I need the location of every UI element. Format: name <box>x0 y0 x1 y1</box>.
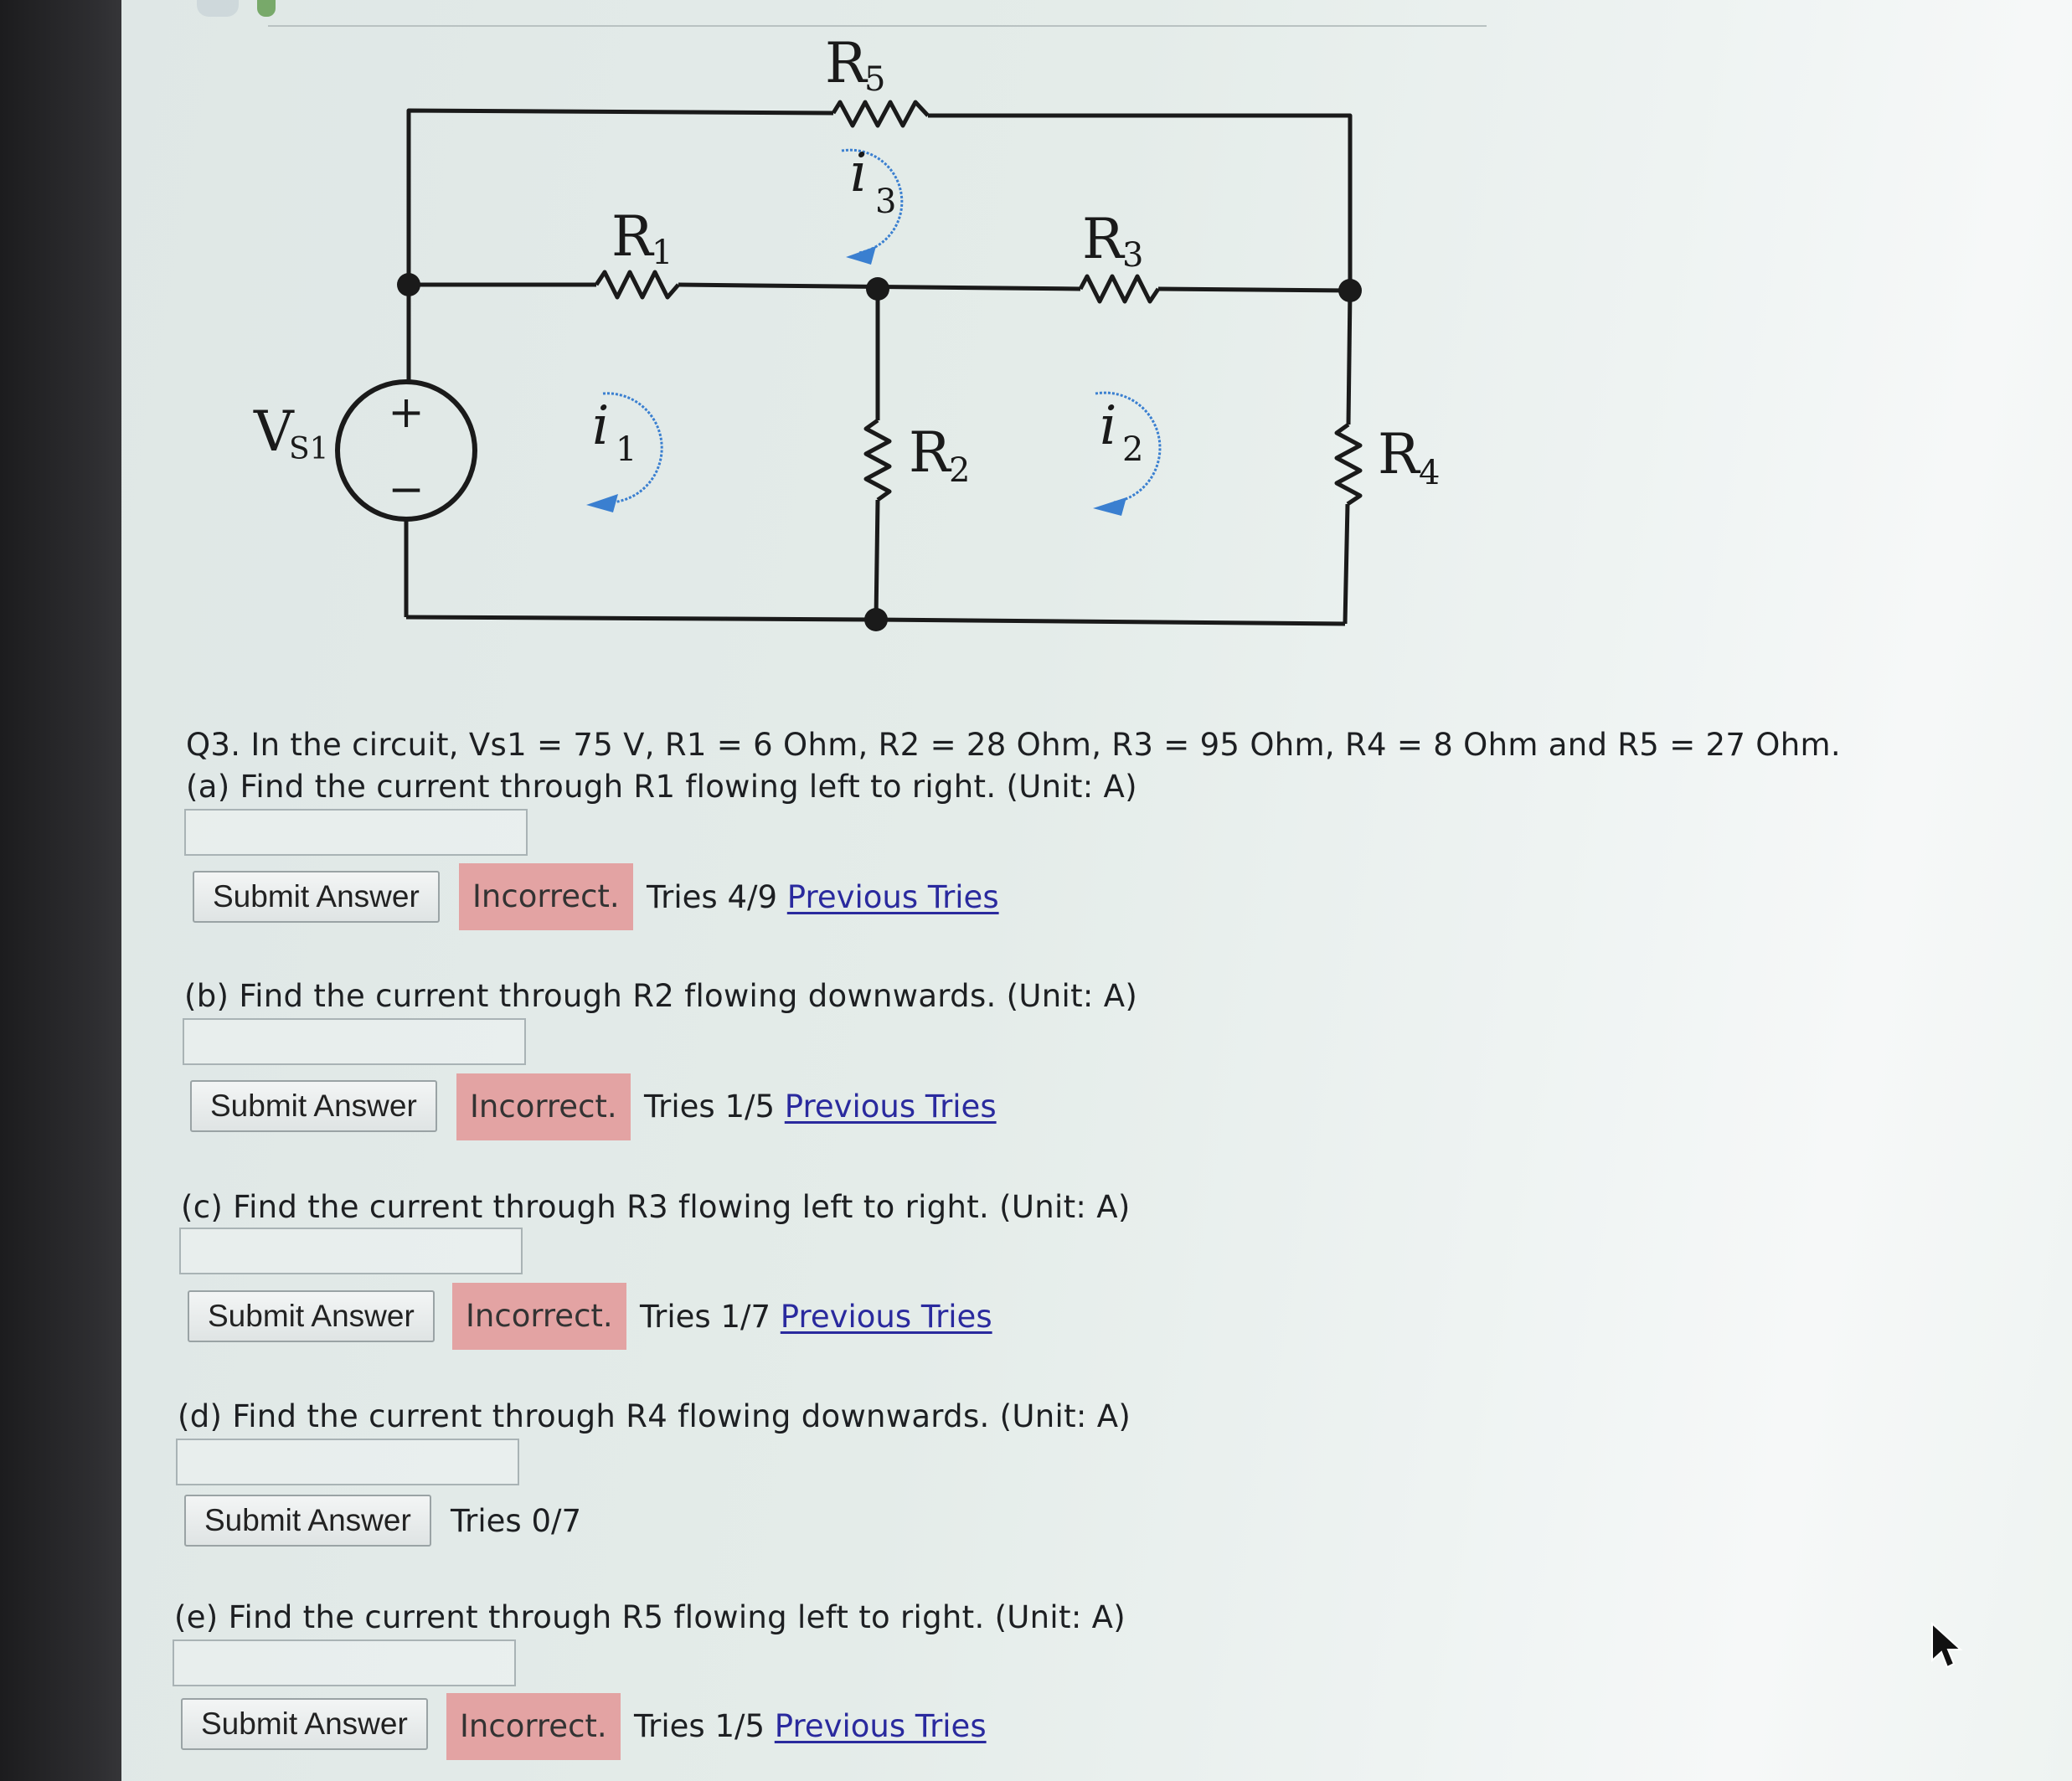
label-r4: R <box>1378 422 1420 486</box>
label-r2-subscript: 2 <box>949 451 971 490</box>
arrowhead-i2 <box>1093 497 1126 516</box>
part-a-prompt: (a) Find the current through R1 flowing left to right. (Unit: A) <box>186 769 1137 805</box>
label-vs: V <box>254 399 294 464</box>
part-e-prompt: (e) Find the current through R5 flowing left to right. (Unit: A) <box>174 1599 1126 1635</box>
part-d-submit-button[interactable]: Submit Answer <box>184 1495 431 1547</box>
label-r3: R <box>1082 207 1124 271</box>
part-a-submit-button[interactable]: Submit Answer <box>193 871 440 923</box>
part-c-tries: Tries 1/7 <box>640 1299 771 1335</box>
wire-r4-top <box>1348 291 1350 425</box>
part-a-tries-row <box>647 879 999 915</box>
part-d-prompt: (d) Find the current through R4 flowing downwards. (Unit: A) <box>178 1398 1131 1434</box>
wire-r2-bottom <box>876 500 878 620</box>
label-i2-subscript: 2 <box>1122 430 1144 469</box>
label-i1-subscript: 1 <box>616 430 637 469</box>
part-c-tries-row <box>640 1299 992 1335</box>
part-c-submit-button[interactable]: Submit Answer <box>188 1290 435 1342</box>
label-r1-subscript: 1 <box>652 234 673 272</box>
label-r5-subscript: 5 <box>864 60 886 99</box>
source-plus-sign: + <box>388 388 425 438</box>
part-c-previous-tries-link[interactable]: Previous Tries <box>780 1299 992 1335</box>
part-a-previous-tries-link[interactable]: Previous Tries <box>786 879 999 915</box>
resistor-r3 <box>1080 276 1158 301</box>
node-top-right <box>1338 279 1362 302</box>
resistor-r2 <box>866 420 889 500</box>
source-minus-sign: − <box>388 465 425 515</box>
arrowhead-i1 <box>586 494 618 512</box>
part-e-answer-input[interactable] <box>173 1639 516 1686</box>
wire-r4-bottom <box>1345 504 1348 624</box>
node-top-left <box>397 273 420 296</box>
resistor-r5 <box>833 102 928 126</box>
part-a-status-badge: Incorrect. <box>459 863 633 930</box>
part-b-prompt: (b) Find the current through R2 flowing downwards. (Unit: A) <box>184 978 1138 1014</box>
wire-mid-right <box>1158 289 1350 291</box>
label-r3-subscript: 3 <box>1122 236 1144 275</box>
part-b-tries-row <box>644 1089 997 1125</box>
label-i1: i <box>592 395 610 457</box>
label-r5: R <box>825 31 867 95</box>
resistor-r4 <box>1337 425 1360 504</box>
label-i3: i <box>850 142 868 204</box>
question-intro: Q3. In the circuit, Vs1 = 75 V, R1 = 6 Ohm, R2 = 28 Ohm, R3 = 95 Ohm, R4 = 8 Ohm and R5 = 27 Ohm. <box>186 727 1841 763</box>
part-a-tries: Tries 4/9 <box>647 879 778 915</box>
label-vs-subscript: S1 <box>289 432 329 466</box>
part-e-tries: Tries 1/5 <box>634 1708 765 1744</box>
label-r2: R <box>909 420 951 485</box>
node-top-center <box>866 277 889 301</box>
node-bottom-center <box>864 608 888 631</box>
arrowhead-i3 <box>846 246 876 265</box>
part-d-tries: Tries 0/7 <box>451 1503 582 1539</box>
part-e-submit-button[interactable]: Submit Answer <box>181 1698 428 1750</box>
part-c-status-badge: Incorrect. <box>452 1283 626 1350</box>
part-c-prompt: (c) Find the current through R3 flowing left to right. (Unit: A) <box>181 1189 1131 1225</box>
part-d-answer-input[interactable] <box>176 1439 519 1485</box>
label-r4-subscript: 4 <box>1419 454 1441 492</box>
part-b-answer-input[interactable] <box>183 1018 526 1065</box>
part-c-answer-input[interactable] <box>179 1228 523 1274</box>
part-b-submit-button[interactable]: Submit Answer <box>190 1080 437 1132</box>
circuit-diagram <box>0 0 2072 670</box>
part-b-previous-tries-link[interactable]: Previous Tries <box>784 1089 997 1125</box>
mouse-pointer-icon <box>1930 1622 1964 1672</box>
part-e-previous-tries-link[interactable]: Previous Tries <box>774 1708 987 1744</box>
part-e-status-badge: Incorrect. <box>446 1693 621 1760</box>
part-b-status-badge: Incorrect. <box>456 1073 631 1140</box>
part-a-answer-input[interactable] <box>184 809 528 856</box>
part-b-tries: Tries 1/5 <box>644 1089 776 1125</box>
part-e-tries-row <box>634 1708 987 1744</box>
label-r1: R <box>611 204 653 269</box>
label-i3-subscript: 3 <box>875 183 897 221</box>
resistor-r1 <box>596 272 678 297</box>
label-i2: i <box>1100 395 1117 457</box>
